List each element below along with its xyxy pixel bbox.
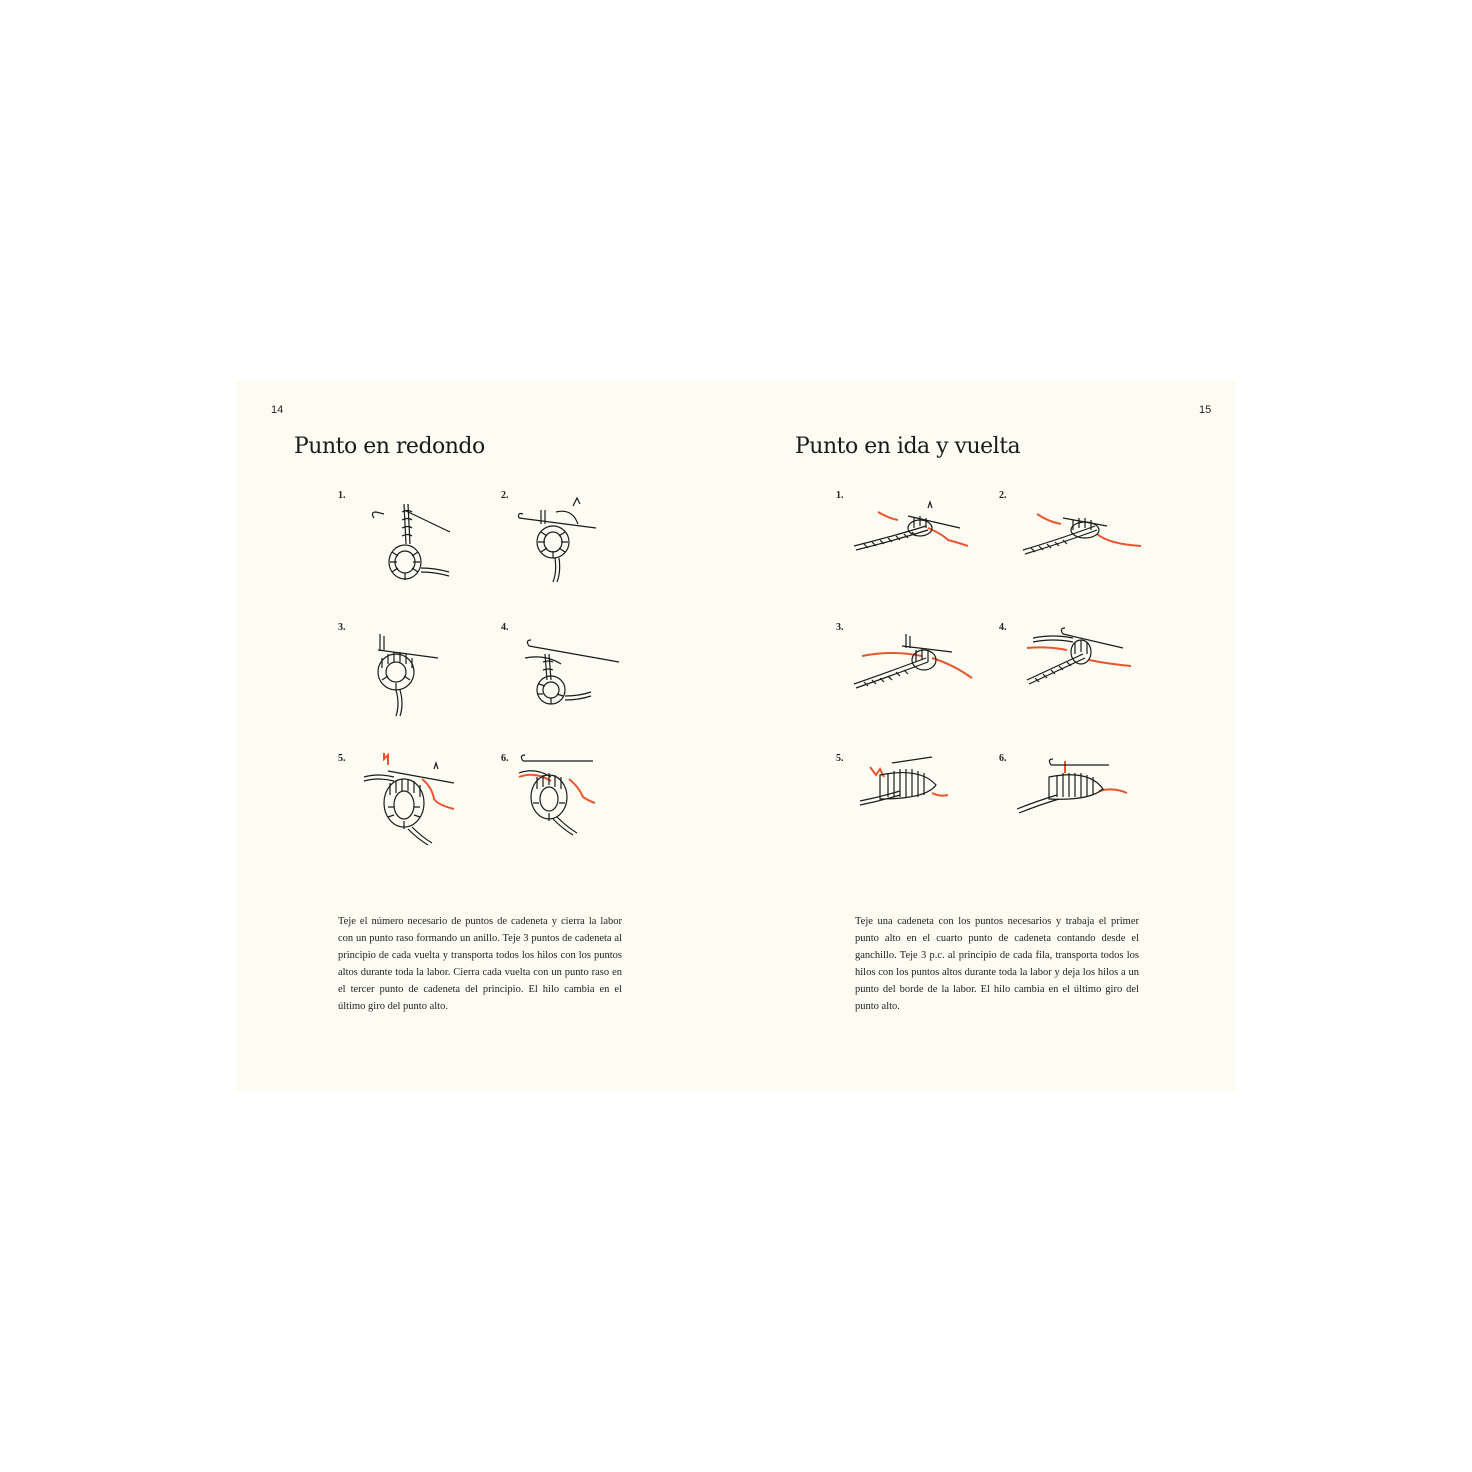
right-step-3 [836, 622, 986, 732]
body-text-left: Teje el número necesario de puntos de cadeneta y cierra la labor con un punto raso formando un anillo. Teje 3 puntos de cadeneta al principio de cada vuelta y transporta todos los hilos con los puntos altos durante toda la labor. Cierra cada vuelta con un punto raso en el tercer punto de cadeneta del principio. El hilo cambia en el último giro del punto alto. [338, 916, 622, 1012]
step-number: 1. [836, 490, 844, 501]
crochet-row-diagram-icon [836, 753, 986, 863]
page-title-right: Punto en ida y vuelta [795, 434, 1021, 459]
crochet-ring-diagram-icon [501, 622, 651, 732]
right-step-5 [836, 753, 986, 863]
crochet-ring-diagram-icon [338, 753, 488, 863]
crochet-row-diagram-icon [999, 490, 1149, 600]
step-number: 6. [501, 753, 509, 764]
step-number: 4. [999, 622, 1007, 633]
crochet-ring-diagram-icon [338, 490, 488, 600]
step-number: 5. [836, 753, 844, 764]
left-step-1 [338, 490, 488, 600]
left-step-5 [338, 753, 488, 863]
left-step-6 [501, 753, 651, 863]
step-number: 1. [338, 490, 346, 501]
crochet-ring-diagram-icon [501, 753, 651, 863]
crochet-ring-diagram-icon [338, 622, 488, 732]
crochet-ring-diagram-icon [501, 490, 651, 600]
step-number: 6. [999, 753, 1007, 764]
step-number: 2. [501, 490, 509, 501]
step-number: 3. [338, 622, 346, 633]
page-number-right: 15 [1199, 404, 1212, 416]
left-step-3 [338, 622, 488, 732]
crochet-row-diagram-icon [999, 753, 1149, 863]
crochet-row-diagram-icon [836, 622, 986, 732]
right-step-1 [836, 490, 986, 600]
page-number-left: 14 [271, 404, 284, 416]
right-step-2 [999, 490, 1149, 600]
book-spread [236, 380, 1236, 1091]
crochet-row-diagram-icon [836, 490, 986, 600]
page-title-left: Punto en redondo [294, 434, 485, 459]
step-number: 2. [999, 490, 1007, 501]
right-step-4 [999, 622, 1149, 732]
left-step-2 [501, 490, 651, 600]
step-number: 3. [836, 622, 844, 633]
step-number: 5. [338, 753, 346, 764]
body-text-right: Teje una cadeneta con los puntos necesarios y trabaja el primer punto alto en el cuarto punto de cadeneta contando desde el ganchillo. Teje 3 p.c. al principio de cada fila, transporta todos los hilos con los puntos altos durante toda la labor y deja los hilos a un punto del borde de la labor. El hilo cambia en el último giro del punto alto. [855, 916, 1139, 1012]
right-step-6 [999, 753, 1149, 863]
crochet-row-diagram-icon [999, 622, 1149, 732]
left-step-4 [501, 622, 651, 732]
step-number: 4. [501, 622, 509, 633]
